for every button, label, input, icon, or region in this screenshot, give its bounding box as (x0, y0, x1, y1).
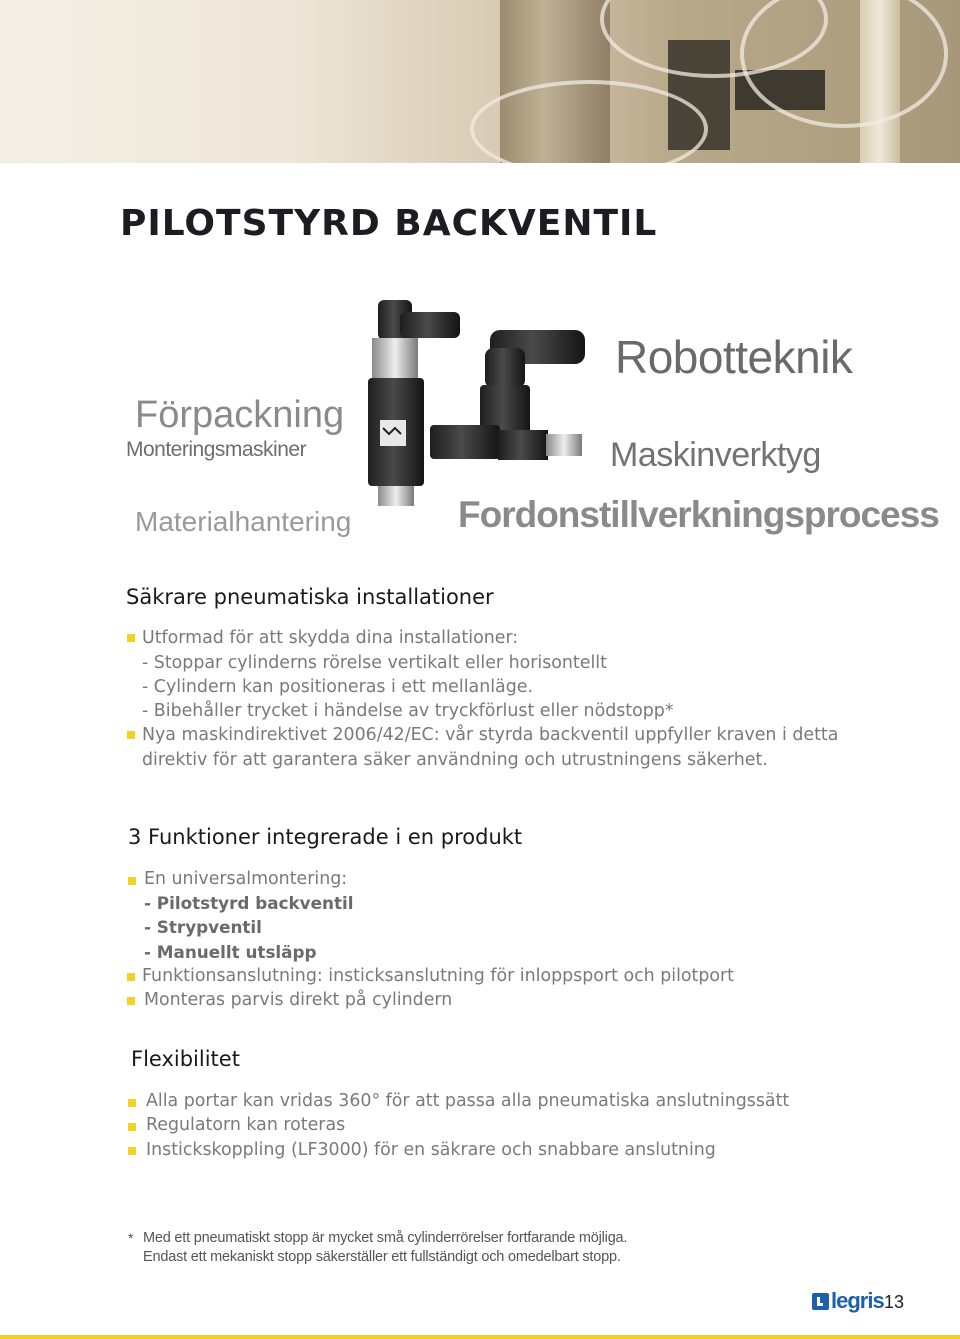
fitting-body (430, 425, 500, 459)
tag-monteringsmaskiner: Monteringsmaskiner (126, 438, 307, 461)
tag-fordonstillverkningsprocess: Fordonstillverkningsprocess (458, 494, 939, 535)
list-item: direktiv för att garantera säker användning och utrustningens säkerhet. (142, 750, 768, 770)
bullet-icon (127, 973, 135, 981)
fitting-body (498, 430, 548, 460)
tag-robotteknik: Robotteknik (615, 331, 853, 383)
valve-symbol-label (380, 420, 406, 446)
legris-logo (812, 1289, 884, 1313)
section-heading-funktioner: 3 Funktioner integrerade i en produkt (128, 825, 523, 849)
bullet-icon (127, 731, 135, 739)
list-item: En universalmontering: (144, 869, 348, 889)
bottom-rule (0, 1335, 960, 1339)
page-title: PILOTSTYRD BACKVENTIL (120, 203, 658, 244)
tag-maskinverktyg: Maskinverktyg (610, 436, 821, 474)
legris-logo-text: legris (831, 1288, 884, 1313)
valve-tube-stub (400, 312, 460, 338)
list-item: - Stoppar cylinderns rörelse vertikalt eller horisontellt (142, 653, 607, 673)
bullet-icon (128, 1147, 136, 1155)
list-item: Instickskoppling (LF3000) för en säkrare och snabbare anslutning (146, 1140, 716, 1160)
footnote-line: Endast ett mekaniskt stopp säkerställer ett fullständigt och omedelbart stopp. (143, 1249, 621, 1265)
fitting-release (546, 434, 582, 456)
page-number: 13 (884, 1292, 905, 1312)
tag-materialhantering: Materialhantering (135, 506, 352, 537)
valve-body (372, 338, 418, 378)
list-item: - Manuellt utsläpp (144, 942, 317, 962)
legris-logo-icon (812, 1293, 829, 1310)
bullet-icon (127, 997, 135, 1005)
list-item: Alla portar kan vridas 360° för att passa alla pneumatiska anslutningssätt (146, 1091, 790, 1111)
bullet-icon (128, 1099, 136, 1107)
bullet-icon (127, 634, 135, 642)
list-item: Monteras parvis direkt på cylindern (144, 990, 453, 1010)
footnote-line: Med ett pneumatiskt stopp är mycket små cylinderrörelser fortfarande möjliga. (143, 1230, 628, 1246)
header-photo (0, 0, 960, 163)
list-item: Utformad för att skydda dina installationer: (142, 628, 519, 648)
footnote-marker: * (128, 1230, 134, 1246)
list-item: - Strypventil (144, 917, 262, 937)
list-item: - Bibehåller trycket i händelse av tryckförlust eller nödstopp* (142, 701, 674, 721)
list-item: - Cylindern kan positioneras i ett mellanläge. (142, 677, 533, 697)
valve-thread (378, 486, 414, 506)
list-item: - Pilotstyrd backventil (144, 893, 354, 913)
fitting-elbow (485, 348, 525, 388)
bullet-icon (128, 1123, 136, 1131)
section-heading-flexibilitet: Flexibilitet (131, 1047, 240, 1071)
list-item: Nya maskindirektivet 2006/42/EC: vår styrda backventil uppfyller kraven i detta (142, 725, 839, 745)
list-item: Funktionsanslutning: insticksanslutning för inloppsport och pilotport (142, 966, 735, 986)
tag-forpackning: Förpackning (135, 394, 345, 436)
section-heading-sakrare: Säkrare pneumatiska installationer (126, 585, 494, 609)
bullet-icon (128, 877, 136, 885)
list-item: Regulatorn kan roteras (146, 1115, 346, 1135)
